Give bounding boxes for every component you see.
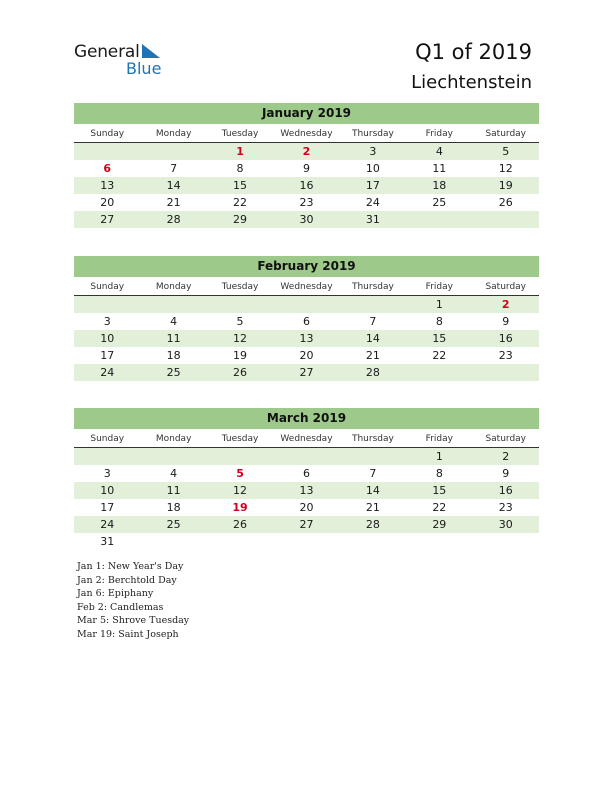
day-cell [473, 211, 539, 228]
day-cell: 28 [365, 518, 380, 531]
day-cell [406, 211, 472, 228]
week-row [74, 211, 539, 228]
day-cell: 7 [369, 315, 377, 328]
month-january [74, 103, 539, 228]
day-cell: 9 [502, 467, 510, 480]
weekday-header-row [74, 279, 539, 296]
day-cell: 20 [100, 196, 115, 209]
weekday-label: Saturday [485, 282, 527, 292]
week-row [74, 330, 539, 347]
day-cell: 28 [166, 213, 181, 226]
day-cell: 22 [432, 349, 447, 362]
day-cell [406, 364, 472, 381]
day-cell: 4 [170, 315, 178, 328]
weekday-header-row [74, 431, 539, 448]
day-cell: 21 [365, 501, 380, 514]
day-cell: 24 [100, 366, 115, 379]
weekday-label: Sunday [90, 434, 125, 444]
day-cell [273, 533, 339, 550]
day-cell: 11 [166, 332, 181, 345]
day-cell [340, 448, 406, 465]
week-row [74, 364, 539, 381]
holiday-day-cell: 6 [103, 162, 112, 175]
day-cell: 25 [166, 518, 181, 531]
day-cell: 14 [365, 332, 380, 345]
day-cell: 3 [103, 315, 111, 328]
day-cell [273, 448, 339, 465]
day-cell [207, 533, 273, 550]
week-row [74, 194, 539, 211]
holiday-day-cell: 5 [236, 467, 244, 480]
logo-triangle-icon [140, 44, 162, 60]
week-row [74, 516, 539, 533]
day-cell: 13 [299, 484, 314, 497]
day-cell: 31 [100, 535, 115, 548]
day-cell: 8 [236, 162, 244, 175]
month-february [74, 256, 539, 381]
day-cell: 19 [233, 349, 248, 362]
holiday-note: Jan 2: Berchtold Day [77, 574, 177, 586]
month-title: February 2019 [74, 256, 539, 277]
week-row [74, 177, 539, 194]
day-cell: 20 [299, 349, 314, 362]
day-cell: 15 [233, 179, 248, 192]
day-cell: 30 [299, 213, 314, 226]
week-row [74, 160, 539, 177]
month-title: January 2019 [74, 103, 539, 124]
day-cell: 7 [170, 162, 178, 175]
week-row [74, 499, 539, 516]
day-cell: 21 [365, 349, 380, 362]
day-cell [340, 533, 406, 550]
day-cell: 15 [432, 484, 447, 497]
logo-text-blue: Blue [126, 59, 162, 78]
week-row [74, 482, 539, 499]
day-cell: 26 [233, 518, 248, 531]
day-cell: 9 [502, 315, 510, 328]
day-cell: 6 [302, 315, 310, 328]
day-cell: 9 [302, 162, 310, 175]
day-cell [207, 296, 273, 313]
day-cell: 23 [498, 349, 513, 362]
week-row [74, 533, 539, 550]
day-cell: 14 [365, 484, 380, 497]
week-row [74, 347, 539, 364]
day-cell [207, 448, 273, 465]
weekday-header-row [74, 126, 539, 143]
weekday-label: Friday [425, 129, 453, 139]
day-cell: 8 [435, 315, 443, 328]
day-cell: 23 [498, 501, 513, 514]
day-cell: 26 [233, 366, 248, 379]
day-cell: 13 [100, 179, 115, 192]
weekday-label: Monday [155, 129, 192, 139]
day-cell: 16 [498, 484, 513, 497]
day-cell: 17 [100, 501, 115, 514]
week-row [74, 143, 539, 160]
day-cell: 5 [236, 315, 244, 328]
day-cell [140, 448, 206, 465]
day-cell: 15 [432, 332, 447, 345]
day-cell: 3 [103, 467, 111, 480]
day-cell [74, 143, 140, 160]
weekday-label: Friday [425, 282, 453, 292]
day-cell: 10 [100, 484, 115, 497]
day-cell: 30 [498, 518, 513, 531]
weekday-label: Thursday [351, 434, 394, 444]
day-cell: 25 [166, 366, 181, 379]
day-cell: 27 [100, 213, 115, 226]
day-cell: 6 [302, 467, 310, 480]
day-cell: 16 [299, 179, 314, 192]
weekday-label: Saturday [485, 434, 527, 444]
day-cell: 4 [170, 467, 178, 480]
day-cell [473, 364, 539, 381]
day-cell: 21 [166, 196, 181, 209]
holiday-note: Feb 2: Candlemas [77, 601, 164, 613]
day-cell: 19 [498, 179, 513, 192]
day-cell: 10 [365, 162, 380, 175]
weekday-label: Sunday [90, 282, 125, 292]
day-cell: 14 [166, 179, 181, 192]
day-cell: 28 [365, 366, 380, 379]
day-cell: 18 [432, 179, 447, 192]
day-cell: 11 [166, 484, 181, 497]
weekday-label: Monday [155, 434, 192, 444]
day-cell: 1 [435, 298, 443, 311]
day-cell: 12 [233, 484, 248, 497]
logo-text-general: General [74, 42, 140, 62]
weekday-label: Sunday [90, 129, 125, 139]
day-cell [140, 296, 206, 313]
holiday-day-cell: 19 [232, 501, 248, 514]
day-cell: 24 [100, 518, 115, 531]
day-cell [74, 448, 140, 465]
day-cell: 2 [502, 450, 510, 463]
day-cell: 11 [432, 162, 447, 175]
weekday-label: Friday [425, 434, 453, 444]
page-subtitle: Liechtenstein [411, 72, 532, 93]
weekday-label: Tuesday [221, 129, 259, 139]
holiday-note: Jan 6: Epiphany [77, 588, 154, 599]
logo [74, 42, 174, 82]
weekday-label: Monday [155, 282, 192, 292]
day-cell: 27 [299, 366, 314, 379]
week-row [74, 448, 539, 465]
day-cell: 26 [498, 196, 513, 209]
weekday-label: Saturday [485, 129, 527, 139]
holiday-note: Mar 19: Saint Joseph [77, 628, 179, 640]
day-cell [74, 296, 140, 313]
day-cell: 8 [435, 467, 443, 480]
day-cell: 31 [365, 213, 380, 226]
day-cell: 7 [369, 467, 377, 480]
day-cell: 17 [100, 349, 115, 362]
month-march [74, 408, 539, 550]
day-cell: 29 [233, 213, 248, 226]
day-cell: 3 [369, 145, 377, 158]
day-cell: 20 [299, 501, 314, 514]
day-cell [473, 533, 539, 550]
day-cell [340, 296, 406, 313]
day-cell: 29 [432, 518, 447, 531]
day-cell: 5 [502, 145, 510, 158]
day-cell: 17 [365, 179, 380, 192]
holiday-day-cell: 2 [302, 145, 311, 158]
holiday-day-cell: 2 [501, 298, 510, 311]
holiday-notes [77, 560, 189, 641]
day-cell: 1 [435, 450, 443, 463]
weekday-label: Thursday [351, 129, 394, 139]
day-cell: 18 [166, 349, 181, 362]
day-cell: 10 [100, 332, 115, 345]
weekday-label: Wednesday [280, 129, 333, 139]
weekday-label: Wednesday [280, 434, 333, 444]
day-cell: 12 [498, 162, 513, 175]
month-title: March 2019 [74, 408, 539, 429]
day-cell: 22 [233, 196, 248, 209]
day-cell: 23 [299, 196, 314, 209]
holiday-note: Jan 1: New Year's Day [77, 561, 184, 572]
day-cell: 24 [365, 196, 380, 209]
day-cell [140, 143, 206, 160]
weekday-label: Wednesday [280, 282, 333, 292]
day-cell [406, 533, 472, 550]
day-cell: 4 [435, 145, 443, 158]
day-cell: 27 [299, 518, 314, 531]
page-title: Q1 of 2019 [415, 40, 532, 64]
weekday-label: Tuesday [221, 282, 259, 292]
day-cell: 18 [166, 501, 181, 514]
holiday-day-cell: 1 [236, 145, 244, 158]
weekday-label: Thursday [351, 282, 394, 292]
week-row [74, 313, 539, 330]
day-cell: 12 [233, 332, 248, 345]
day-cell: 22 [432, 501, 447, 514]
day-cell: 16 [498, 332, 513, 345]
week-row [74, 296, 539, 313]
holiday-note: Mar 5: Shrove Tuesday [77, 615, 190, 626]
day-cell: 13 [299, 332, 314, 345]
day-cell [140, 533, 206, 550]
weekday-label: Tuesday [221, 434, 259, 444]
day-cell: 25 [432, 196, 447, 209]
day-cell [273, 296, 339, 313]
week-row [74, 465, 539, 482]
